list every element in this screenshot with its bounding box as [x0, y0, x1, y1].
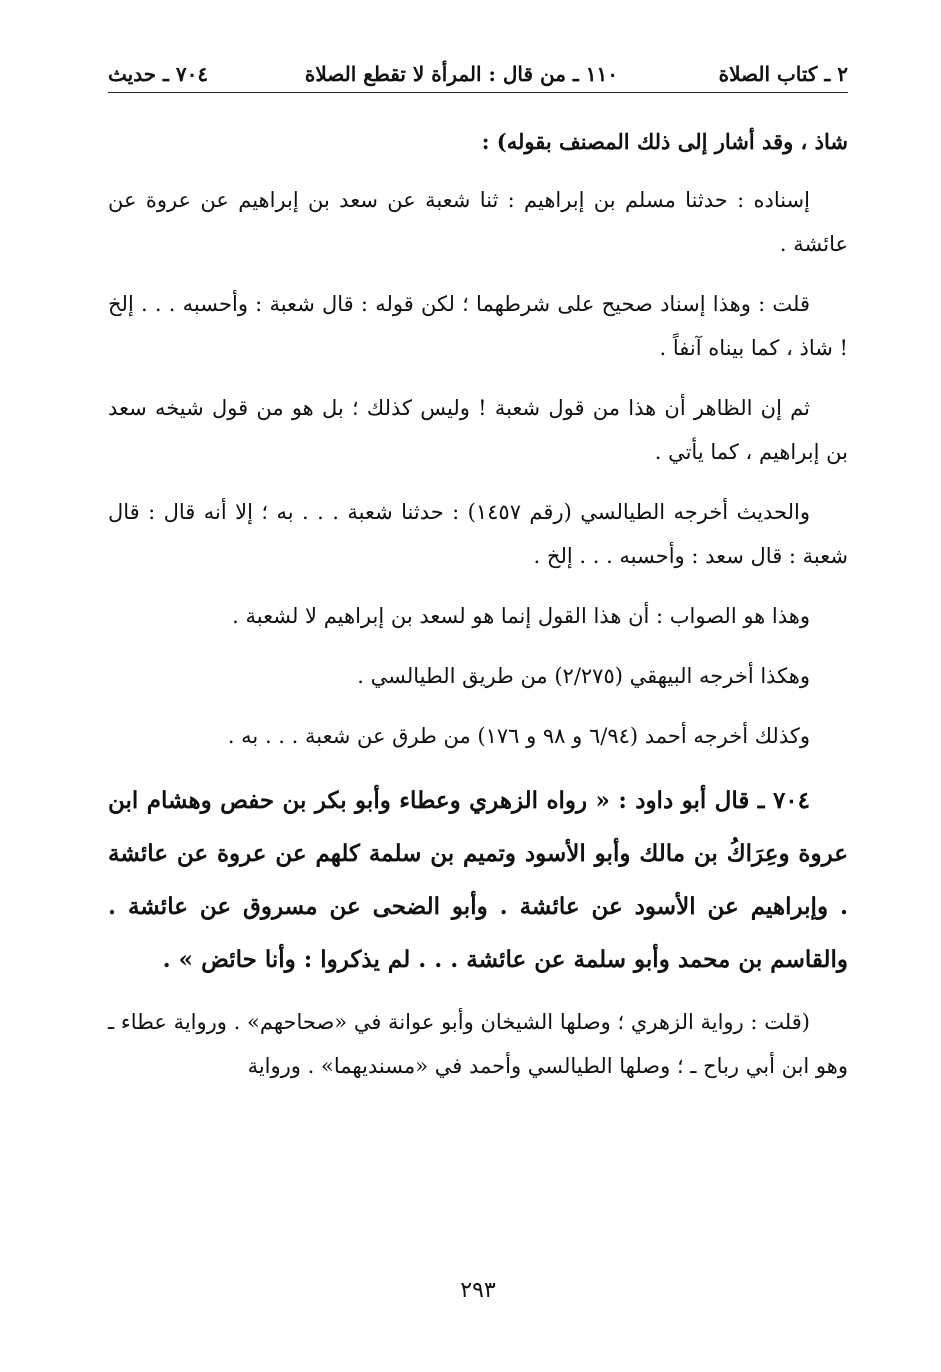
header-hadith-ref: ٧٠٤ ـ حديث	[108, 62, 209, 86]
page-body	[108, 120, 848, 1088]
paragraph-takhrij-tayalisi: والحديث أخرجه الطيالسي (رقم ١٤٥٧) : حدثنا شعبة . . . به ؛ إلا أنه قال : قال شعبة : قال سعد : وأحسبه . . . إلخ .	[108, 500, 848, 568]
paragraph-note: ثم إن الظاهر أن هذا من قول شعبة ! وليس كذلك ؛ بل هو من قول شيخه سعد بن إبراهيم ، كما يأتي .	[108, 396, 848, 464]
paragraph-footnote: (قلت : رواية الزهري ؛ وصلها الشيخان وأبو عوانة في «صحاحهم» . ورواية عطاء ـ وهو ابن أبي رباح ـ ؛ وصلها الطيالسي وأحمد في «مسنديهما» . ورواية	[108, 1010, 848, 1078]
paragraph-correct-view: وهذا هو الصواب : أن هذا القول إنما هو لسعد بن إبراهيم لا لشعبة .	[232, 604, 810, 628]
book-page	[108, 58, 848, 1348]
paragraph-takhrij-ahmad: وكذلك أخرجه أحمد (٦/٩٤ و ٩٨ و ١٧٦) من طرق عن شعبة . . . به .	[227, 724, 810, 748]
paragraph-comment: قلت : وهذا إسناد صحيح على شرطهما ؛ لكن قوله : قال شعبة : وأحسبه . . . إلخ ! شاذ ، كما بيناه آنفاً .	[108, 292, 848, 360]
header-section: ١١٠ ـ من قال : المرأة لا تقطع الصلاة	[304, 62, 618, 86]
page-number: ٢٩٣	[460, 1278, 496, 1303]
header-chapter: ٢ ـ كتاب الصلاة	[718, 62, 848, 86]
paragraph-isnad: إسناده : حدثنا مسلم بن إبراهيم : ثنا شعبة عن سعد بن إبراهيم عن عروة عن عائشة .	[108, 188, 848, 256]
hadith-text: ٧٠٤ ـ قال أبو داود : « رواه الزهري وعطاء وأبو بكر بن حفص وهشام ابن عروة وعِرَاكُ بن مالك وأبو الأسود وتميم بن سلمة كلهم عن عروة عن عائشة . وإبراهيم عن الأسود عن عائشة . وأبو الضحى عن مسروق عن عائشة . والقاسم بن محمد وأبو سلمة عن عائشة . . . لم يذكروا : وأنا حائض » .	[108, 787, 849, 973]
paragraph-takhrij-bayhaqi: وهكذا أخرجه البيهقي (٢/٢٧٥) من طريق الطيالسي .	[357, 664, 810, 688]
running-header	[108, 58, 848, 93]
paragraph-intro: شاذ ، وقد أشار إلى ذلك المصنف بقوله) :	[481, 129, 848, 154]
